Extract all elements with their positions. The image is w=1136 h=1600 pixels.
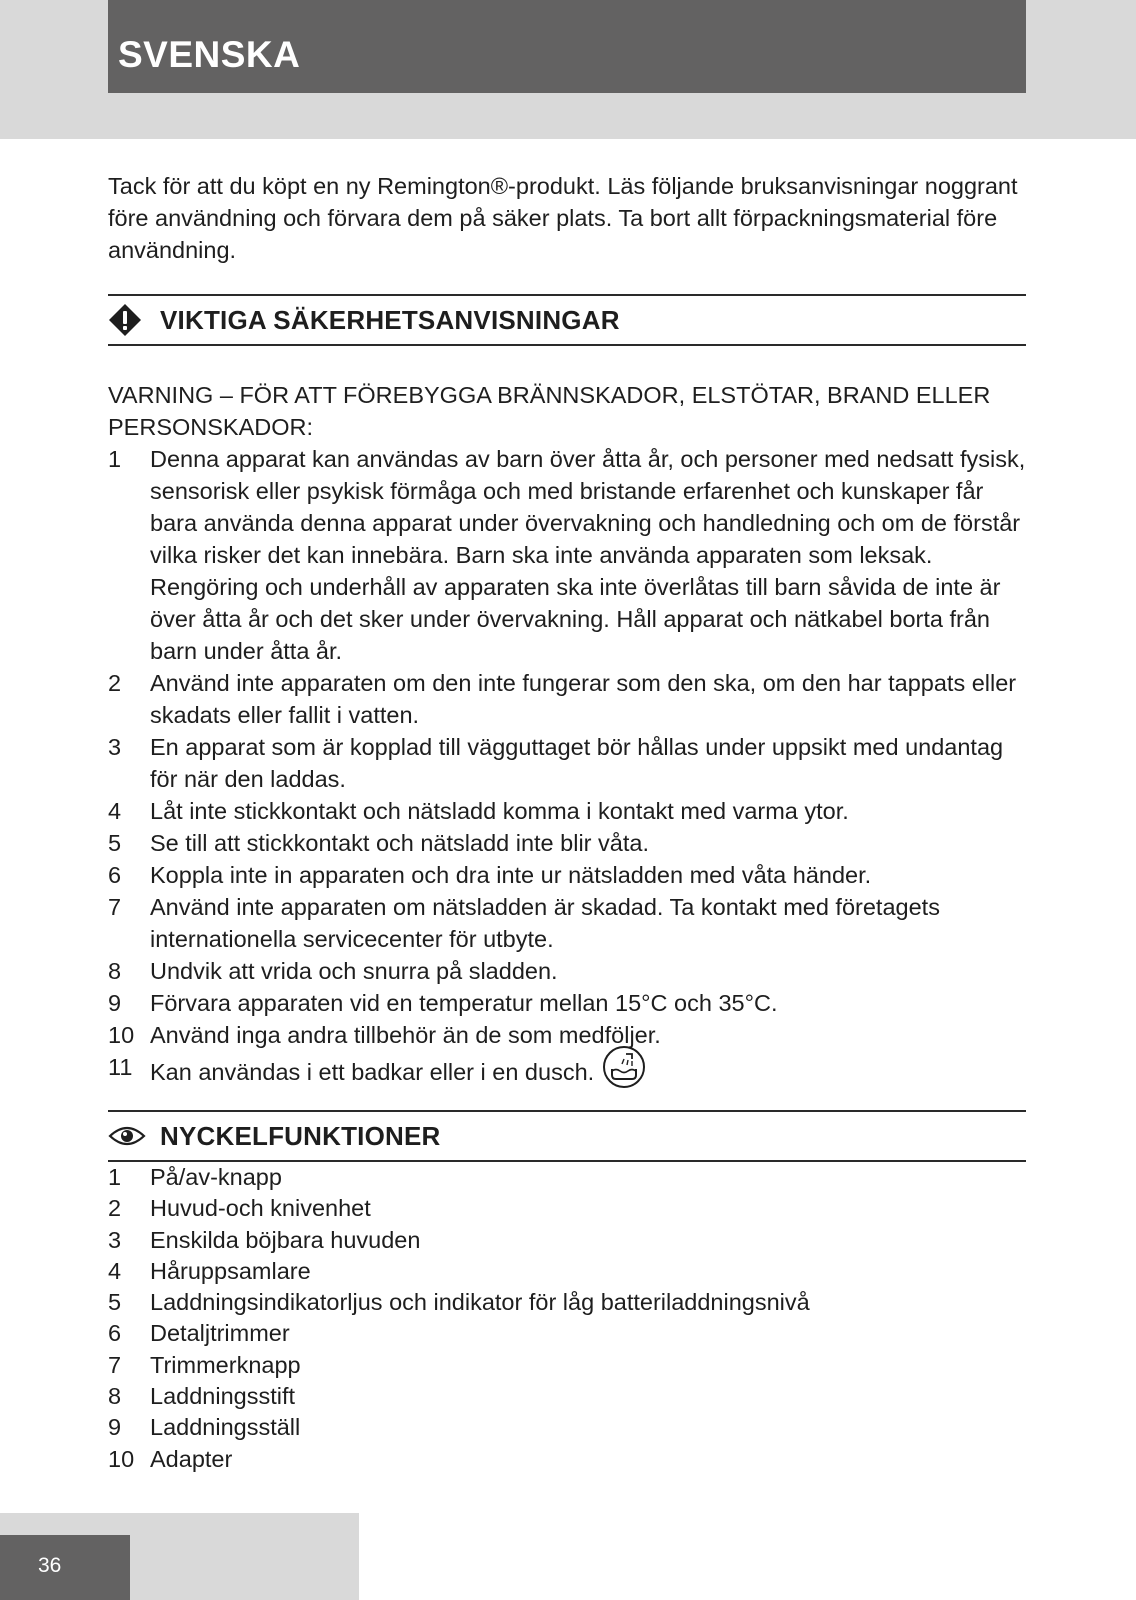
item-number: 4	[108, 1257, 122, 1284]
item-number: 5	[108, 830, 122, 856]
item-text: Se till att stickkontakt och nätsladd inte blir våta.	[150, 830, 649, 856]
features-heading: NYCKELFUNKTIONER	[160, 1120, 441, 1151]
item-text: Håruppsamlare	[150, 1257, 311, 1284]
list-item	[108, 1193, 1026, 1224]
item-text: Laddningsstift	[150, 1383, 296, 1410]
item-number: 6	[108, 862, 122, 888]
list-item	[108, 955, 1026, 987]
list-item	[108, 1318, 1026, 1349]
item-text: Låt inte stickkontakt och nätsladd komma i kontakt med varma ytor.	[150, 798, 849, 824]
item-number: 11	[108, 1054, 133, 1080]
list-item	[108, 1162, 1026, 1193]
intro-paragraph: Tack för att du köpt en ny Remington®-produkt. Läs följande bruksanvisningar noggrant före användning och förvara dem på säker plats. Ta bort allt förpackningsmaterial före användning.	[108, 173, 1018, 263]
page-title: SVENSKA	[118, 34, 301, 75]
list-item	[108, 443, 1026, 667]
item-number: 10	[108, 1022, 135, 1048]
eye-icon	[108, 1124, 160, 1148]
item-number: 4	[108, 798, 122, 824]
item-text: Förvara apparaten vid en temperatur mellan 15°C och 35°C.	[150, 990, 778, 1016]
list-item	[108, 1287, 1026, 1318]
list-item	[108, 987, 1026, 1019]
item-text: Laddningsindikatorljus och indikator för låg batteriladdningsnivå	[150, 1289, 810, 1316]
list-item	[108, 1444, 1026, 1475]
list-item	[108, 1256, 1026, 1287]
item-text: Laddningsställ	[150, 1414, 301, 1441]
item-text: En apparat som är kopplad till vägguttaget bör hållas under uppsikt med undantag för när den laddas.	[150, 734, 1004, 792]
item-number: 8	[108, 1383, 122, 1410]
page-number: 36	[38, 1554, 62, 1577]
item-number: 8	[108, 958, 122, 984]
list-item	[108, 859, 1026, 891]
item-number: 3	[108, 1226, 122, 1253]
list-item	[108, 1225, 1026, 1256]
item-text: Koppla inte in apparaten och dra inte ur nätsladden med våta händer.	[150, 862, 872, 888]
bath-shower-icon	[602, 1045, 646, 1097]
item-text: Kan användas i ett badkar eller i en dusch.	[150, 1059, 595, 1086]
list-item	[108, 827, 1026, 859]
item-text: På/av-knapp	[150, 1164, 282, 1190]
item-text: Undvik att vrida och snurra på sladden.	[150, 958, 558, 984]
item-text: Huvud-och knivenhet	[150, 1195, 371, 1222]
item-number: 1	[108, 446, 122, 472]
warning-diamond-icon	[108, 303, 160, 337]
list-item	[108, 1051, 1026, 1097]
item-number: 1	[108, 1164, 122, 1190]
list-item	[108, 891, 1026, 955]
list-item	[108, 731, 1026, 795]
page-number-box	[0, 1535, 130, 1600]
item-number: 9	[108, 1414, 122, 1441]
item-number: 6	[108, 1320, 122, 1347]
safety-section-header	[108, 294, 1026, 346]
list-item	[108, 1412, 1026, 1443]
safety-list	[108, 443, 1026, 1097]
page-content	[108, 170, 1026, 1475]
item-number: 2	[108, 1195, 122, 1222]
item-text: Enskilda böjbara huvuden	[150, 1226, 421, 1253]
item-number: 10	[108, 1445, 135, 1472]
warning-text: VARNING – FÖR ATT FÖREBYGGA BRÄNNSKADOR, ELSTÖTAR, BRAND ELLER PERSONSKADOR:	[108, 382, 991, 440]
item-text: Detaljtrimmer	[150, 1320, 290, 1347]
item-text: Använd inte apparaten om den inte fungerar som den ska, om den har tappats eller skadats eller fallit i vatten.	[150, 670, 1017, 728]
features-section-header	[108, 1110, 1026, 1162]
item-number: 3	[108, 734, 122, 760]
list-item	[108, 1350, 1026, 1381]
item-number: 7	[108, 1351, 122, 1378]
list-item	[108, 1381, 1026, 1412]
safety-heading: VIKTIGA SÄKERHETSANVISNINGAR	[160, 304, 620, 335]
item-number: 7	[108, 894, 122, 920]
item-text: Adapter	[150, 1445, 233, 1472]
item-text: Använd inga andra tillbehör än de som medföljer.	[150, 1022, 661, 1048]
item-text: Trimmerknapp	[150, 1351, 301, 1378]
item-text: Denna apparat kan användas av barn över åtta år, och personer med nedsatt fysisk, sensorisk eller psykisk förmåga och med bristande erfarenhet och kunskaper får bara använda denna apparat under övervakning och handledning och om de förstår vilka risker det kan innebära. Barn ska inte använda apparaten som leksak. Rengöring och underhåll av apparaten ska inte överlåtas till barn såvida de inte är över åtta år och det sker under övervakning. Håll apparat och nätkabel borta från barn under åtta år.	[150, 446, 1026, 664]
features-list	[108, 1162, 1026, 1475]
list-item	[108, 795, 1026, 827]
item-number: 9	[108, 990, 122, 1016]
item-number: 5	[108, 1289, 122, 1316]
list-item	[108, 1019, 1026, 1051]
item-number: 2	[108, 670, 122, 696]
list-item	[108, 667, 1026, 731]
item-text: Använd inte apparaten om nätsladden är skadad. Ta kontakt med företagets internationella servicecenter för utbyte.	[150, 894, 940, 952]
language-title-bar	[108, 0, 1026, 93]
